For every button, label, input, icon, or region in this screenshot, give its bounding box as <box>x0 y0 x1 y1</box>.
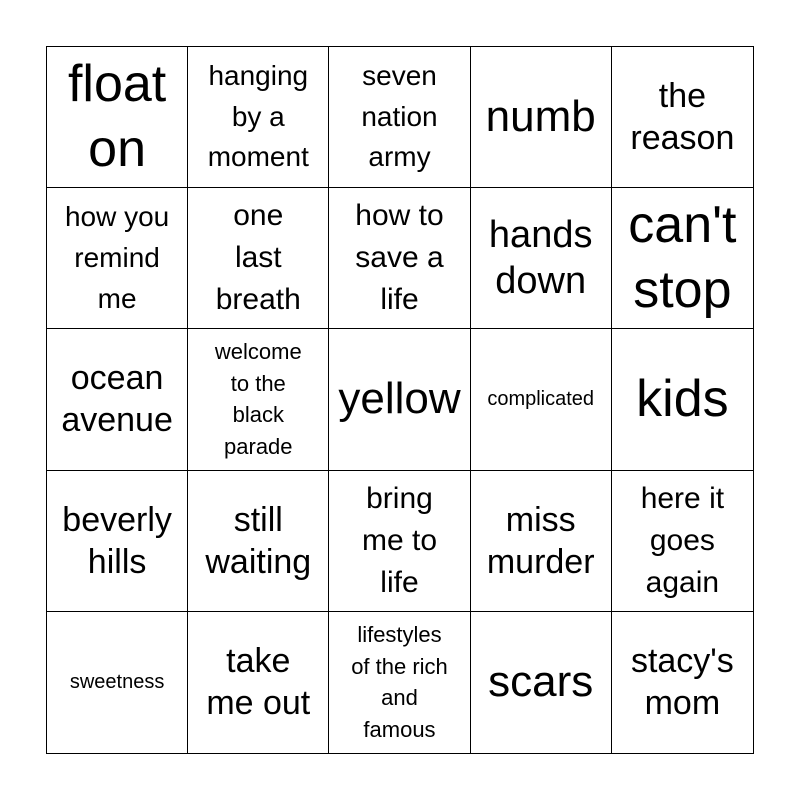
bingo-cell-text: seven nation army <box>361 60 438 173</box>
bingo-cell-r5-c2[interactable] <box>188 612 329 753</box>
bingo-cell-r4-c3[interactable] <box>329 471 470 612</box>
bingo-cell-text: miss murder <box>486 500 595 581</box>
bingo-cell-text: can't stop <box>628 196 737 320</box>
bingo-cell-text: numb <box>485 91 596 141</box>
bingo-cell-r1-c5[interactable] <box>612 47 753 188</box>
bingo-cell-text: scars <box>488 657 594 707</box>
bingo-cell-r2-c2[interactable] <box>188 188 329 329</box>
bingo-cell-text: stacy's mom <box>630 642 734 723</box>
bingo-cell-text: still waiting <box>205 500 312 581</box>
bingo-cell-text: sweetness <box>69 671 165 694</box>
bingo-cell-text: ocean avenue <box>61 359 173 440</box>
bingo-cell-text: float on <box>67 55 167 179</box>
bingo-cell-r2-c3[interactable] <box>329 188 470 329</box>
bingo-cell-text: bring me to life <box>361 481 437 599</box>
bingo-cell-text: beverly hills <box>62 500 172 581</box>
bingo-cell-r3-c2[interactable] <box>188 329 329 470</box>
bingo-cell-r5-c3[interactable] <box>329 612 470 753</box>
bingo-cell-text: how you remind me <box>64 201 170 314</box>
bingo-cell-r3-c1[interactable] <box>47 329 188 470</box>
bingo-cell-r4-c2[interactable] <box>188 471 329 612</box>
bingo-cell-r3-c5[interactable] <box>612 329 753 470</box>
bingo-cell-text: take me out <box>206 642 311 723</box>
bingo-cell-text: welcome to the black parade <box>214 339 302 460</box>
bingo-cell-r2-c1[interactable] <box>47 188 188 329</box>
bingo-cell-r1-c1[interactable] <box>47 47 188 188</box>
bingo-cell-text: yellow <box>338 374 461 424</box>
bingo-cell-text: hanging by a moment <box>207 60 309 173</box>
bingo-cell-text: hands down <box>488 213 593 303</box>
bingo-cell-r4-c1[interactable] <box>47 471 188 612</box>
bingo-cell-r5-c1[interactable] <box>47 612 188 753</box>
bingo-cell-r1-c2[interactable] <box>188 47 329 188</box>
bingo-cell-text: here it goes again <box>640 481 725 599</box>
bingo-cell-r5-c4[interactable] <box>471 612 612 753</box>
bingo-cell-text: how to save a life <box>355 199 444 317</box>
bingo-cell-text: kids <box>636 369 729 428</box>
bingo-cell-r2-c5[interactable] <box>612 188 753 329</box>
bingo-cell-r4-c4[interactable] <box>471 471 612 612</box>
bingo-cell-r1-c3[interactable] <box>329 47 470 188</box>
bingo-cell-r2-c4[interactable] <box>471 188 612 329</box>
bingo-cell-r4-c5[interactable] <box>612 471 753 612</box>
bingo-grid <box>46 46 754 754</box>
bingo-cell-text: the reason <box>630 76 735 158</box>
bingo-cell-r3-c4[interactable] <box>471 329 612 470</box>
bingo-cell-r3-c3[interactable] <box>329 329 470 470</box>
bingo-cell-text: complicated <box>487 388 595 411</box>
bingo-cell-r1-c4[interactable] <box>471 47 612 188</box>
bingo-cell-r5-c5[interactable] <box>612 612 753 753</box>
bingo-cell-text: lifestyles of the rich and famous <box>351 622 448 743</box>
bingo-cell-text: one last breath <box>215 199 301 317</box>
